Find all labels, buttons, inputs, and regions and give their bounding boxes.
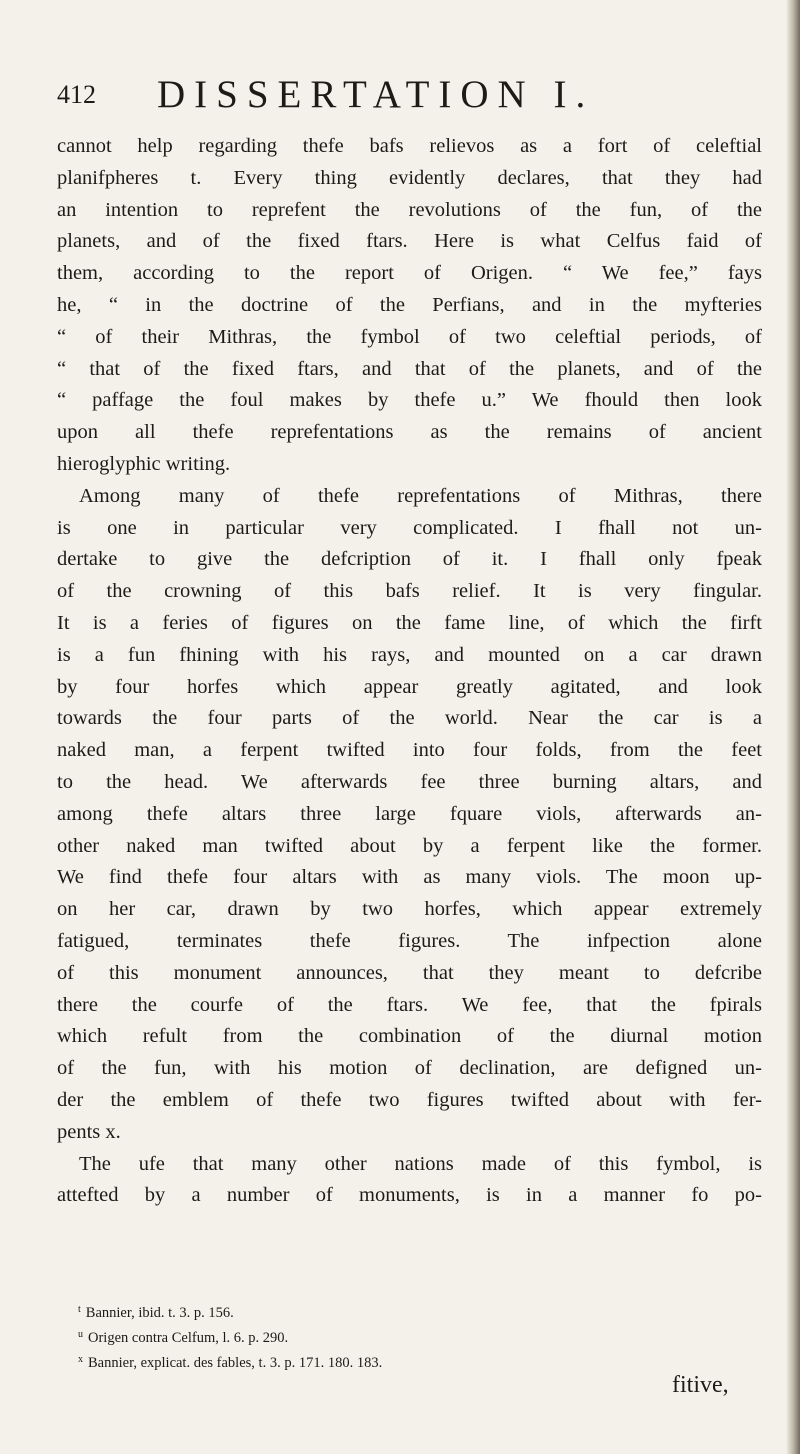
catchword: fitive,: [672, 1372, 729, 1398]
text-line: cannot help regarding thefe bafs relievos as a fort of celeftial: [57, 135, 762, 157]
text-line: “ paffage the foul makes by thefe u.” We fhould then look: [57, 389, 762, 412]
text-line: hieroglyphic writing.: [57, 452, 231, 475]
text-line: upon all thefe reprefentations as the remains of ancient: [57, 421, 762, 444]
footnote: [78, 1349, 638, 1374]
text-line: an intention to reprefent the revolutions of the fun, of the: [57, 198, 762, 221]
footnote-mark: t: [78, 1304, 81, 1315]
body-text: [57, 131, 762, 1212]
page-number: 412: [57, 80, 96, 109]
text-line: attefted by a number of monuments, is in a manner fo po-: [57, 1184, 762, 1207]
text-line: them, according to the report of Origen. “ We fee,” fays: [57, 262, 762, 285]
text-line: is one in particular very complicated. I fhall not un-: [57, 516, 762, 539]
page-header: [57, 70, 757, 120]
text-line: “ that of the fixed ftars, and that of the planets, and of the: [57, 357, 762, 380]
text-line: pents x.: [57, 1120, 121, 1143]
page-edge-shadow: [786, 0, 800, 1454]
footnote: [78, 1299, 638, 1324]
text-line: he, “ in the doctrine of the Perfians, and in the myfteries: [57, 293, 762, 316]
text-line: which refult from the combination of the diurnal motion: [57, 1025, 762, 1048]
text-line: on her car, drawn by two horfes, which appear extremely: [57, 898, 762, 921]
text-line: The ufe that many other nations made of this fymbol, is: [79, 1152, 762, 1175]
text-line: there the courfe of the ftars. We fee, that the fpirals: [57, 993, 762, 1016]
text-line: We find thefe four altars with as many viols. The moon up-: [57, 866, 762, 889]
text-line: towards the four parts of the world. Near the car is a: [57, 707, 762, 730]
text-line: among thefe altars three large fquare viols, afterwards an-: [57, 802, 762, 825]
text-line: fatigued, terminates thefe figures. The infpection alone: [57, 929, 762, 952]
text-line: of the fun, with his motion of declination, are defigned un-: [57, 1057, 762, 1080]
text-line: by four horfes which appear greatly agitated, and look: [57, 675, 762, 698]
text-line: “ of their Mithras, the fymbol of two celeftial periods, of: [57, 325, 762, 348]
text-line: der the emblem of thefe two figures twifted about with fer-: [57, 1088, 762, 1111]
text-line: naked man, a ferpent twifted into four folds, from the feet: [57, 739, 762, 762]
text-line: planifpheres t. Every thing evidently declares, that they had: [57, 166, 762, 189]
text-line: of the crowning of this bafs relief. It is very fingular.: [57, 580, 762, 603]
footnote-mark: u: [78, 1329, 83, 1340]
text-line: Among many of thefe reprefentations of Mithras, there: [79, 484, 762, 507]
footnote-text: Bannier, ibid. t. 3. p. 156.: [85, 1305, 234, 1321]
footnotes: [78, 1299, 638, 1374]
text-line: It is a feries of figures on the fame line, of which the firft: [57, 611, 762, 634]
footnote-mark: x: [78, 1354, 83, 1365]
text-line: to the head. We afterwards fee three burning altars, and: [57, 770, 762, 793]
text-line: is a fun fhining with his rays, and mounted on a car drawn: [57, 643, 762, 666]
text-line: of this monument announces, that they meant to defcribe: [57, 961, 762, 984]
text-line: dertake to give the defcription of it. I fhall only fpeak: [57, 548, 762, 571]
text-line: other naked man twifted about by a ferpent like the former.: [57, 834, 762, 857]
footnote-text: Origen contra Celfum, l. 6. p. 290.: [88, 1330, 289, 1346]
footnote-text: Bannier, explicat. des fables, t. 3. p. 171. 180. 183.: [88, 1355, 383, 1371]
footnote: [78, 1324, 638, 1349]
running-head: DISSERTATION I.: [157, 73, 595, 116]
text-line: planets, and of the fixed ftars. Here is what Celfus faid of: [57, 230, 762, 253]
